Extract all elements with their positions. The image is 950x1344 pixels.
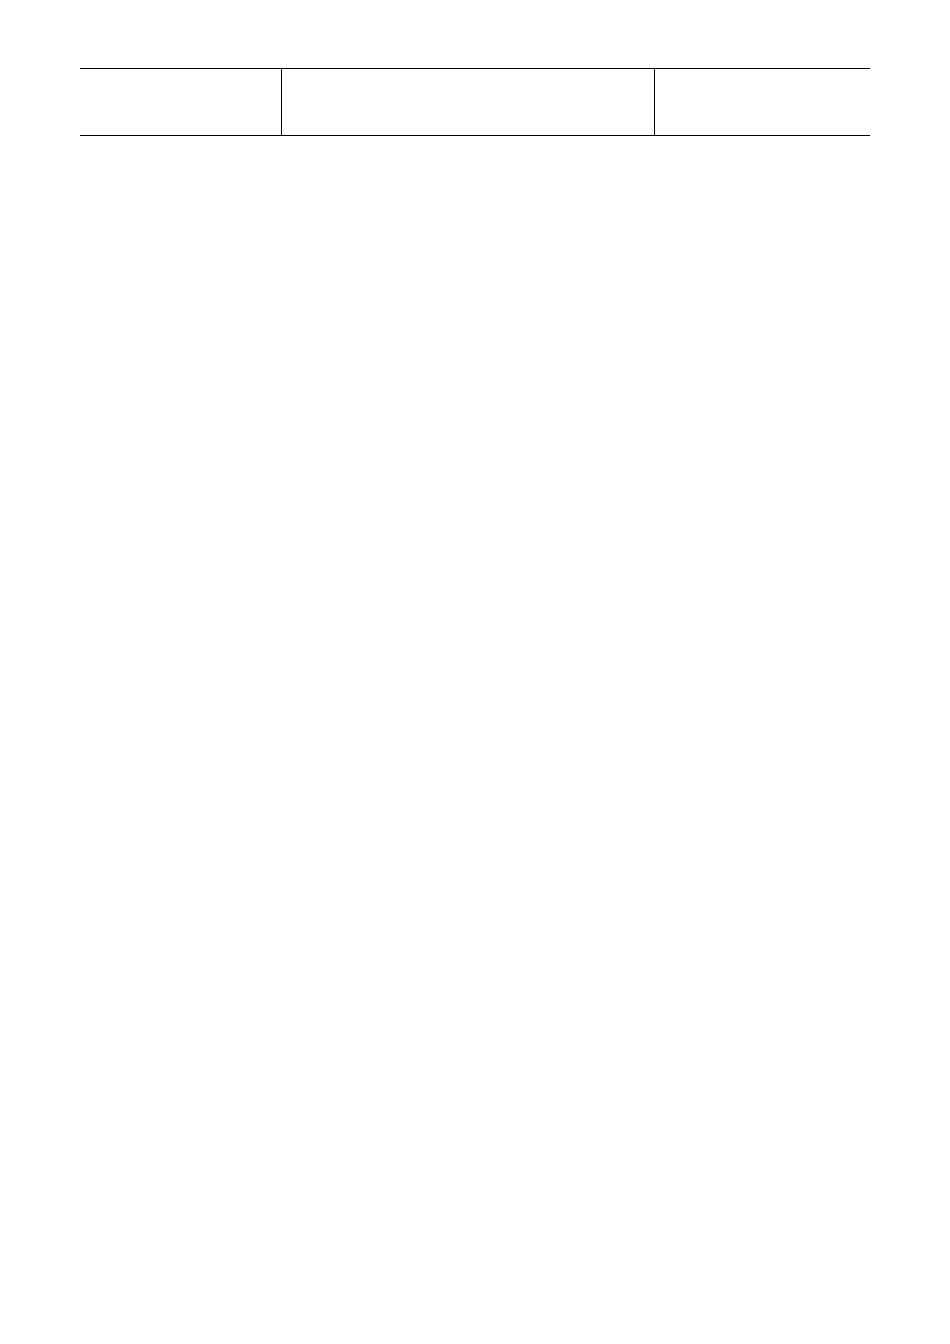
header-bottom-rule <box>80 135 870 136</box>
header-top-rule <box>80 68 870 69</box>
header-divider-left <box>281 68 282 136</box>
header-divider-right <box>654 68 655 136</box>
